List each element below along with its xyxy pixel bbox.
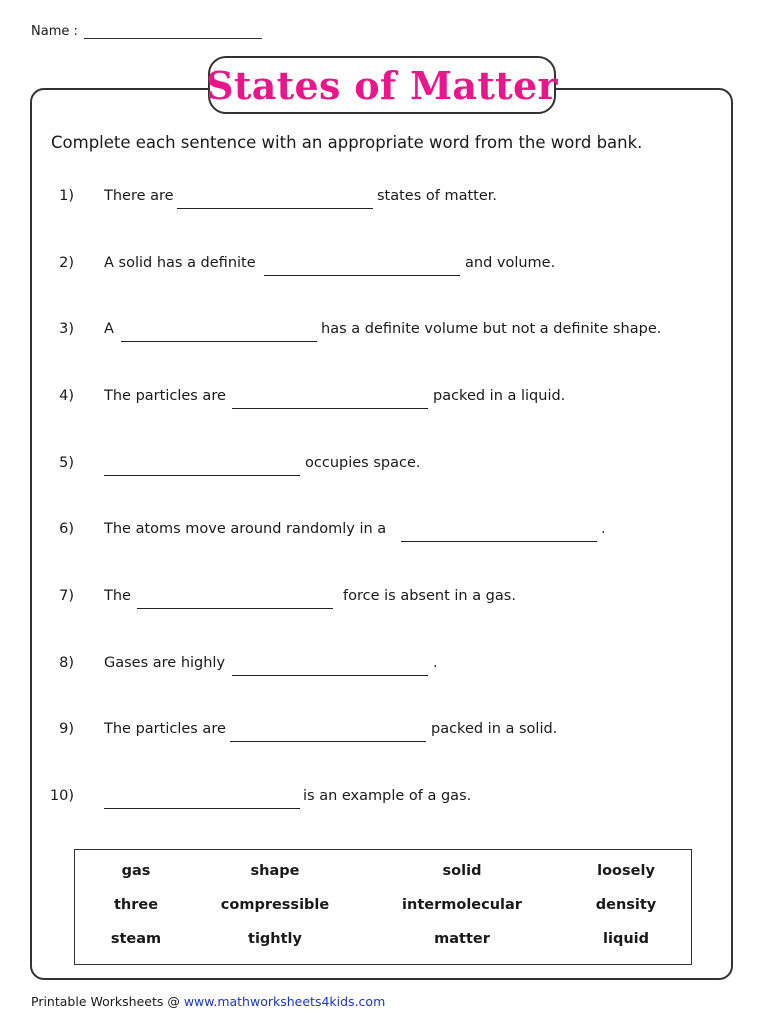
page-title: States of Matter [206, 62, 558, 108]
question-text-before: A [104, 321, 114, 337]
word-bank-item: matter [434, 931, 490, 947]
question-row [0, 455, 768, 479]
answer-blank[interactable] [401, 541, 597, 542]
question-text-after: force is absent in a gas. [343, 588, 516, 604]
instructions: Complete each sentence with an appropriate word from the word bank. [51, 133, 643, 152]
footer-prefix: Printable Worksheets @ [31, 994, 180, 1009]
word-bank-item: loosely [597, 863, 655, 879]
word-bank-item: steam [110, 931, 162, 947]
footer [31, 994, 385, 1009]
question-row [0, 788, 768, 812]
question-text-after: . [601, 521, 606, 537]
question-text-after: states of matter. [377, 188, 498, 204]
word-bank-item: intermolecular [402, 897, 522, 913]
question-text-before: The [104, 588, 131, 604]
word-bank-item: liquid [603, 931, 649, 947]
question-row [0, 321, 768, 345]
question-text-after: occupies space. [305, 455, 421, 471]
title-box [208, 56, 556, 114]
question-text-before: A solid has a definite [104, 255, 256, 271]
question-number: 1) [59, 188, 74, 204]
question-number: 3) [59, 321, 74, 337]
answer-blank[interactable] [177, 208, 373, 209]
question-row [0, 655, 768, 679]
question-text-before: There are [104, 188, 174, 204]
answer-blank[interactable] [232, 675, 428, 676]
question-text-before: The particles are [104, 721, 226, 737]
name-row [31, 24, 262, 39]
word-bank-item: shape [250, 863, 300, 879]
question-number: 2) [59, 255, 74, 271]
question-number: 6) [59, 521, 74, 537]
answer-blank[interactable] [104, 475, 300, 476]
question-row [0, 721, 768, 745]
question-text-before: The particles are [104, 388, 226, 404]
question-text-after: is an example of a gas. [303, 788, 472, 804]
question-number: 9) [59, 721, 74, 737]
question-row [0, 188, 768, 212]
word-bank-item: compressible [220, 897, 330, 913]
question-text-after: has a definite volume but not a definite shape. [321, 321, 662, 337]
answer-blank[interactable] [230, 741, 426, 742]
question-row [0, 388, 768, 412]
word-bank-item: gas [121, 863, 151, 879]
word-bank-item: tightly [248, 931, 302, 947]
answer-blank[interactable] [264, 275, 460, 276]
question-text-before: Gases are highly [104, 655, 226, 671]
question-text-after: packed in a liquid. [433, 388, 566, 404]
name-label: Name : [31, 24, 78, 39]
answer-blank[interactable] [137, 608, 333, 609]
word-bank-item: solid [442, 863, 482, 879]
question-row [0, 521, 768, 545]
question-row [0, 588, 768, 612]
name-field[interactable] [84, 24, 262, 39]
footer-link[interactable]: www.mathworksheets4kids.com [183, 994, 386, 1009]
answer-blank[interactable] [232, 408, 428, 409]
word-bank-item: density [595, 897, 657, 913]
question-row [0, 255, 768, 279]
answer-blank[interactable] [121, 341, 317, 342]
word-bank [74, 849, 692, 965]
question-text-before: The atoms move around randomly in a [104, 521, 387, 537]
question-number: 4) [59, 388, 74, 404]
question-number: 10) [49, 788, 74, 804]
word-bank-item: three [113, 897, 159, 913]
question-number: 8) [59, 655, 74, 671]
question-text-after: packed in a solid. [431, 721, 558, 737]
question-text-after: and volume. [465, 255, 556, 271]
answer-blank[interactable] [104, 808, 300, 809]
question-number: 5) [59, 455, 74, 471]
question-number: 7) [59, 588, 74, 604]
question-text-after: . [433, 655, 438, 671]
